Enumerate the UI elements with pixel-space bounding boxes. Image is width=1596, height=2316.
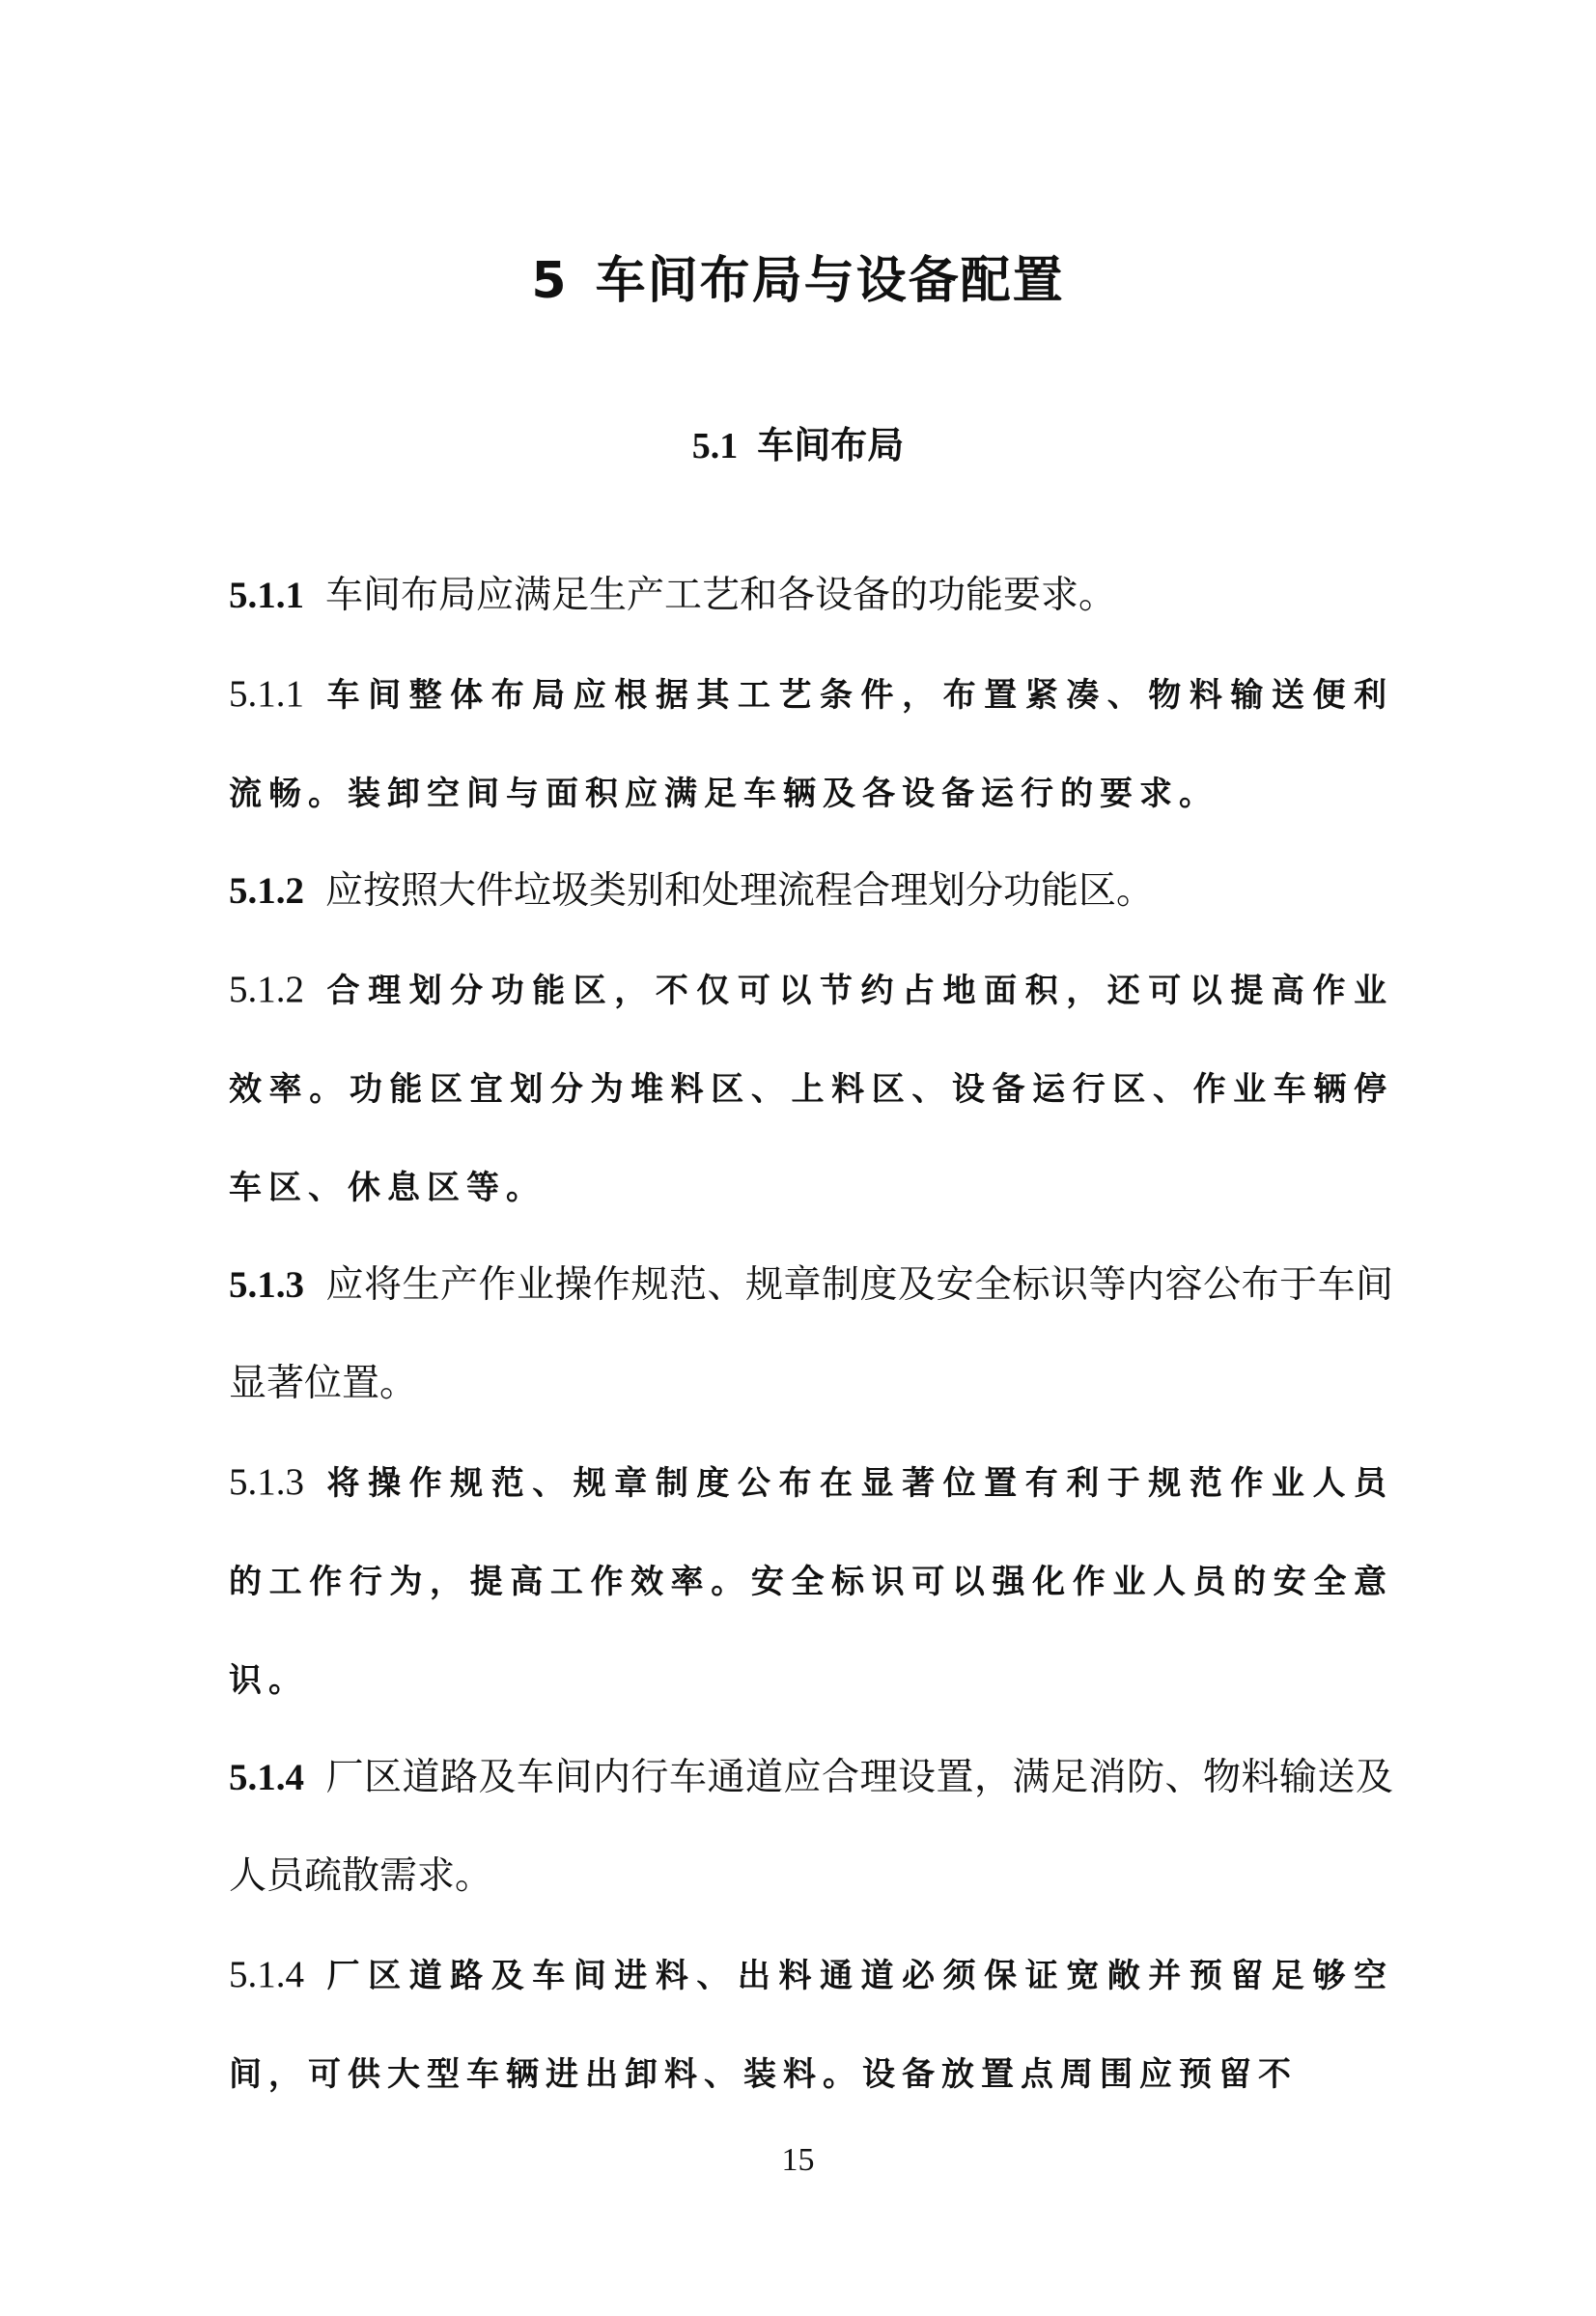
- clause-5-1-2: [229, 842, 1393, 941]
- clause-5-1-4: [229, 1729, 1393, 1926]
- clause-5-1-1: [229, 547, 1393, 645]
- chapter-number: 5: [531, 252, 569, 310]
- clause-5-1-3: [229, 1236, 1393, 1433]
- note-text: 合理划分功能区，不仅可以节约占地面积，还可以提高作业效率。功能区宜划分为堆料区、上料区、设备运行区、作业车辆停车区、休息区等。: [229, 972, 1393, 1207]
- section-title: [0, 415, 1596, 468]
- clause-number: 5.1.2: [229, 870, 304, 912]
- clause-text: 厂区道路及车间内行车通道应合理设置，满足消防、物料输送及人员疏散需求。: [229, 1756, 1393, 1898]
- note-text: 将操作规范、规章制度公布在显著位置有利于规范作业人员的工作行为，提高工作效率。安全标识可以强化作业人员的安全意识。: [229, 1464, 1393, 1700]
- section-title-text: 车间布局: [757, 424, 905, 466]
- note-number: 5.1.1: [229, 673, 304, 715]
- clause-number: 5.1.1: [229, 575, 304, 616]
- page-number: 15: [781, 2142, 815, 2178]
- clause-text: 应按照大件垃圾类别和处理流程合理划分功能区。: [325, 869, 1155, 913]
- note-number: 5.1.4: [229, 1954, 304, 1995]
- note-number: 5.1.2: [229, 969, 304, 1010]
- clause-number: 5.1.4: [229, 1757, 304, 1798]
- chapter-title-text: 车间布局与设备配置: [595, 252, 1065, 310]
- note-5-1-3: [229, 1433, 1393, 1730]
- note-5-1-4: [229, 1926, 1393, 2124]
- section-number: 5.1: [691, 426, 739, 466]
- note-5-1-2: [229, 941, 1393, 1237]
- clause-number: 5.1.3: [229, 1264, 304, 1306]
- note-text: 厂区道路及车间进料、出料通道必须保证宽敞并预留足够空间，可供大型车辆进出卸料、装料。设备放置点周围应预留不: [229, 1957, 1393, 2094]
- note-text: 车间整体布局应根据其工艺条件，布置紧凑、物料输送便利流畅。装卸空间与面积应满足车辆及各设备运行的要求。: [229, 676, 1393, 813]
- chapter-title: [0, 240, 1596, 312]
- clause-text: 车间布局应满足生产工艺和各设备的功能要求。: [325, 574, 1117, 617]
- note-5-1-1: [229, 645, 1393, 843]
- clause-text: 应将生产作业操作规范、规章制度及安全标识等内容公布于车间显著位置。: [229, 1263, 1393, 1405]
- note-number: 5.1.3: [229, 1461, 304, 1503]
